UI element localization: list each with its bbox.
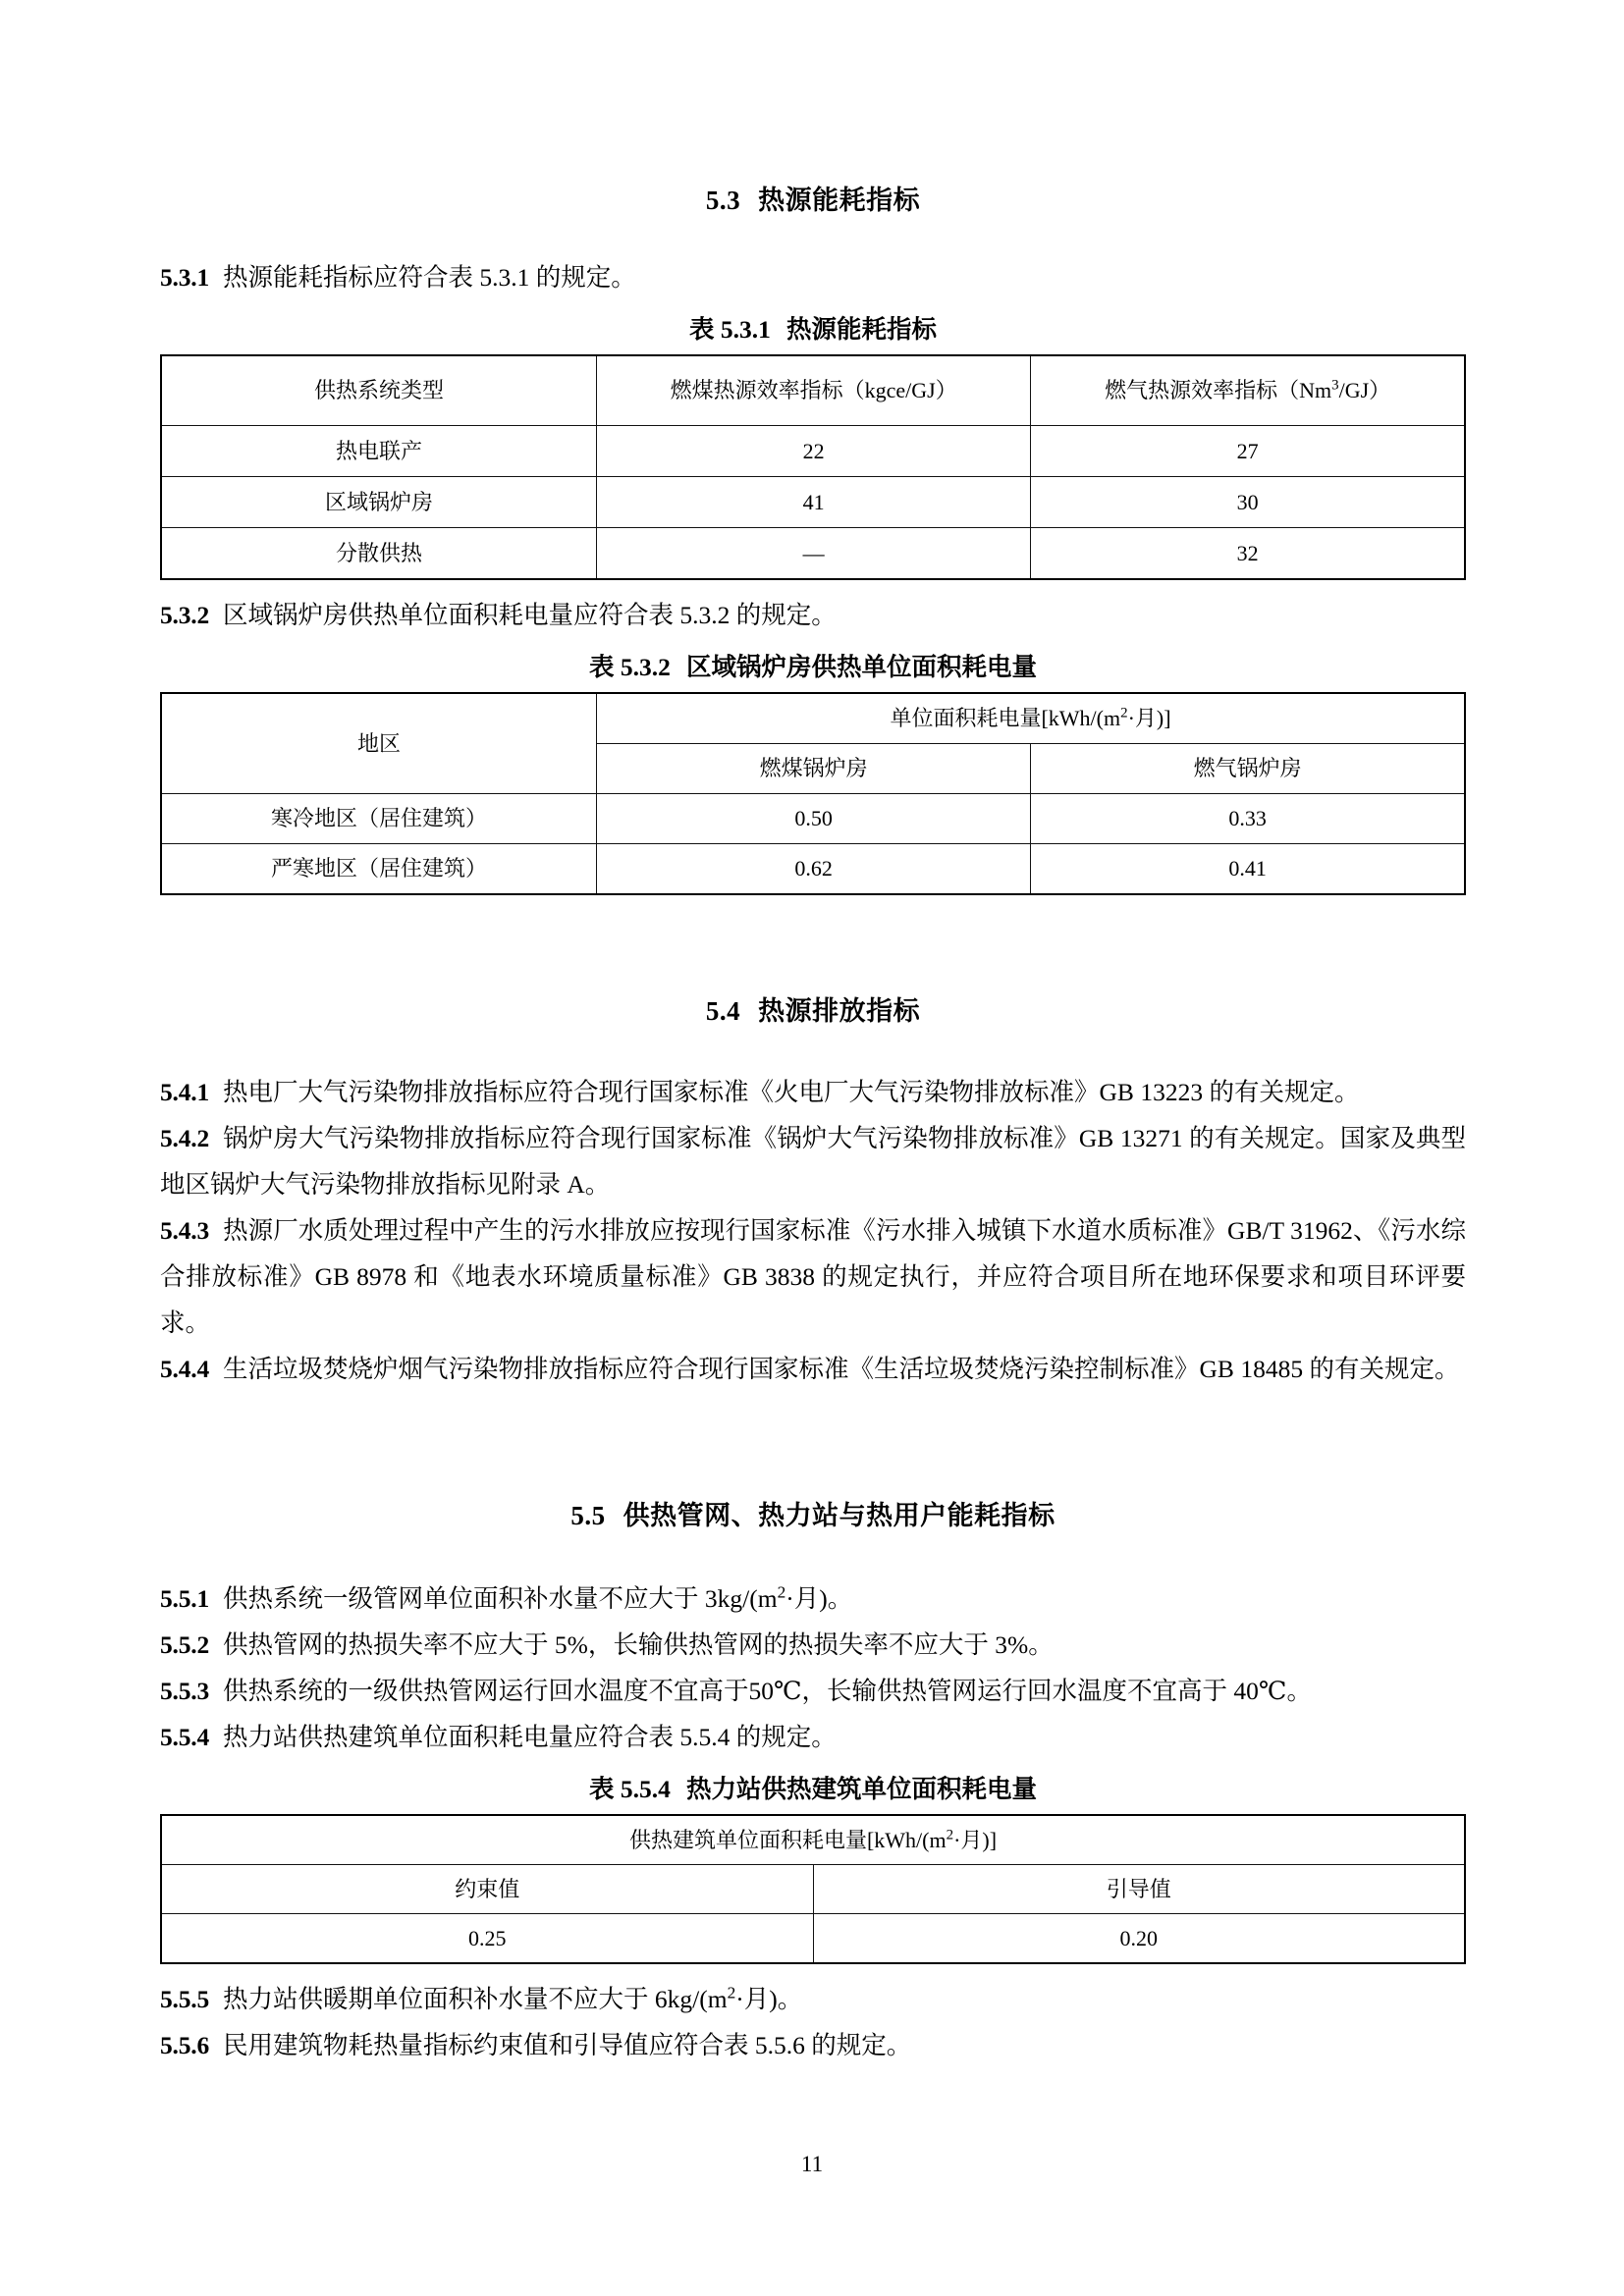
paragraph-index: 5.4.4 bbox=[160, 1355, 210, 1383]
page-number: 11 bbox=[800, 2152, 824, 2176]
table-caption-number: 表 5.5.4 bbox=[589, 1775, 671, 1803]
paragraph-text-post: ·月)。 bbox=[735, 1985, 803, 2013]
paragraph-index: 5.5.1 bbox=[160, 1584, 210, 1613]
paragraph-index: 5.5.5 bbox=[160, 1985, 210, 2013]
table-cell: 寒冷地区（居住建筑） bbox=[161, 794, 597, 844]
paragraph-text: 热电厂大气污染物排放指标应符合现行国家标准《火电厂大气污染物排放标准》GB 13223 的有关规定。 bbox=[223, 1078, 1360, 1106]
table-header-cell-group: 供热建筑单位面积耗电量[$kWh/(m^2\cdot$月)] bbox=[161, 1815, 1465, 1865]
paragraph-5-5-4 bbox=[160, 1714, 1466, 1760]
paragraph-5-5-6 bbox=[160, 2022, 1466, 2068]
table-cell: — bbox=[597, 528, 1031, 580]
table-subheader-row bbox=[161, 1865, 1465, 1914]
paragraph-text-pre: 热力站供暖期单位面积补水量不应大于 6kg/(m bbox=[223, 1985, 728, 2013]
paragraph-index: 5.5.2 bbox=[160, 1630, 210, 1659]
table-caption-number: 表 5.3.2 bbox=[589, 653, 671, 681]
section-number: 5.3 bbox=[705, 186, 741, 215]
paragraph-index: 5.4.3 bbox=[160, 1216, 210, 1245]
table-header-row bbox=[161, 1815, 1465, 1865]
table-row bbox=[161, 477, 1465, 528]
section-heading-5-5 bbox=[160, 1494, 1466, 1532]
table-header-row bbox=[161, 693, 1465, 744]
paragraph-5-4-4 bbox=[160, 1346, 1466, 1392]
paragraph-text: 热源厂水质处理过程中产生的污水排放应按现行国家标准《污水排入城镇下水道水质标准》GB/T 31962、《污水综合排放标准》GB 8978 和《地表水环境质量标准》GB 3838 的规定执行，并应符合项目所在地环保要求和项目环评要求。 bbox=[160, 1216, 1466, 1337]
section-number: 5.4 bbox=[705, 996, 741, 1026]
table-caption-5-3-2 bbox=[160, 648, 1466, 683]
table-cell: 0.41 bbox=[1031, 844, 1465, 895]
table-header-cell-group: 单位面积耗电量[$kWh/(m^2\cdot$月)] bbox=[597, 693, 1465, 744]
table-header-cell: 燃气热源效率指标（Nm$^3$/GJ） bbox=[1031, 355, 1465, 426]
paragraph-5-4-2 bbox=[160, 1115, 1466, 1207]
paragraph-text: 生活垃圾焚烧炉烟气污染物排放指标应符合现行国家标准《生活垃圾焚烧污染控制标准》GB 18485 的有关规定。 bbox=[223, 1355, 1460, 1383]
section-title: 热源排放指标 bbox=[758, 996, 921, 1026]
section-title: 供热管网、热力站与热用户能耗指标 bbox=[623, 1501, 1056, 1530]
table-row bbox=[161, 528, 1465, 580]
paragraph-5-4-1 bbox=[160, 1069, 1466, 1115]
table-row bbox=[161, 1914, 1465, 1964]
paragraph-index: 5.4.1 bbox=[160, 1078, 210, 1106]
paragraph-text: 区域锅炉房供热单位面积耗电量应符合表 5.3.2 的规定。 bbox=[223, 601, 837, 629]
table-caption-5-3-1 bbox=[160, 310, 1466, 346]
table-cell: 32 bbox=[1031, 528, 1465, 580]
paragraph-5-5-1 bbox=[160, 1575, 1466, 1622]
table-cell: 0.50 bbox=[597, 794, 1031, 844]
paragraph-index: 5.3.2 bbox=[160, 601, 210, 629]
paragraph-text: 供热系统的一级供热管网运行回水温度不宜高于50℃，长输供热管网运行回水温度不宜高于 40℃。 bbox=[223, 1677, 1312, 1705]
section-heading-5-3 bbox=[160, 179, 1466, 217]
table-caption-number: 表 5.3.1 bbox=[689, 315, 771, 344]
superscript: 2 bbox=[777, 1582, 786, 1602]
paragraph-text: 热源能耗指标应符合表 5.3.1 的规定。 bbox=[223, 263, 636, 292]
page-content bbox=[160, 118, 1466, 2068]
table-5-5-4 bbox=[160, 1814, 1466, 1964]
section-heading-5-4 bbox=[160, 989, 1466, 1028]
table-header-cell: 燃煤热源效率指标（kgce/GJ） bbox=[597, 355, 1031, 426]
table-header-cell: 燃煤锅炉房 bbox=[597, 744, 1031, 794]
table-cell: 30 bbox=[1031, 477, 1465, 528]
table-header-cell-region: 地区 bbox=[161, 693, 597, 794]
paragraph-5-4-3 bbox=[160, 1207, 1466, 1346]
section-number: 5.5 bbox=[570, 1501, 606, 1530]
table-cell: 22 bbox=[597, 426, 1031, 477]
table-row bbox=[161, 844, 1465, 895]
paragraph-text: 供热管网的热损失率不应大于 5%，长输供热管网的热损失率不应大于 3%。 bbox=[223, 1630, 1054, 1659]
table-cell: 区域锅炉房 bbox=[161, 477, 597, 528]
table-cell: 27 bbox=[1031, 426, 1465, 477]
table-caption-title: 热力站供热建筑单位面积耗电量 bbox=[685, 1775, 1037, 1803]
table-row bbox=[161, 426, 1465, 477]
paragraph-text: 热力站供热建筑单位面积耗电量应符合表 5.5.4 的规定。 bbox=[223, 1723, 837, 1751]
paragraph-5-5-3 bbox=[160, 1668, 1466, 1714]
table-cell: 0.33 bbox=[1031, 794, 1465, 844]
table-cell: 严寒地区（居住建筑） bbox=[161, 844, 597, 895]
paragraph-index: 5.4.2 bbox=[160, 1124, 210, 1152]
paragraph-text: 锅炉房大气污染物排放指标应符合现行国家标准《锅炉大气污染物排放标准》GB 13271 的有关规定。国家及典型地区锅炉大气污染物排放指标见附录 A。 bbox=[160, 1124, 1466, 1199]
paragraph-index: 5.3.1 bbox=[160, 263, 210, 292]
paragraph-index: 5.5.3 bbox=[160, 1677, 210, 1705]
table-5-3-1 bbox=[160, 354, 1466, 580]
paragraph-text-pre: 供热系统一级管网单位面积补水量不应大于 3kg/(m bbox=[223, 1584, 778, 1613]
table-cell: 0.25 bbox=[161, 1914, 813, 1964]
paragraph-text: 民用建筑物耗热量指标约束值和引导值应符合表 5.5.6 的规定。 bbox=[223, 2031, 912, 2059]
section-title: 热源能耗指标 bbox=[758, 186, 921, 215]
paragraph-5-5-2 bbox=[160, 1622, 1466, 1668]
table-header-cell: 引导值 bbox=[813, 1865, 1465, 1914]
paragraph-text-post: ·月)。 bbox=[785, 1584, 853, 1613]
paragraph-index: 5.5.6 bbox=[160, 2031, 210, 2059]
table-header-cell: 燃气锅炉房 bbox=[1031, 744, 1465, 794]
paragraph-5-3-1 bbox=[160, 254, 1466, 300]
table-header-row bbox=[161, 355, 1465, 426]
table-cell: 0.62 bbox=[597, 844, 1031, 895]
table-header-cell: 供热系统类型 bbox=[161, 355, 597, 426]
paragraph-index: 5.5.4 bbox=[160, 1723, 210, 1751]
table-caption-title: 区域锅炉房供热单位面积耗电量 bbox=[685, 653, 1037, 681]
table-5-3-2 bbox=[160, 692, 1466, 895]
paragraph-5-5-5 bbox=[160, 1976, 1466, 2022]
superscript: 2 bbox=[727, 1983, 736, 2002]
table-caption-title: 热源能耗指标 bbox=[785, 315, 937, 344]
paragraph-5-3-2 bbox=[160, 592, 1466, 638]
table-header-cell: 约束值 bbox=[161, 1865, 813, 1914]
table-cell: 分散供热 bbox=[161, 528, 597, 580]
table-cell: 热电联产 bbox=[161, 426, 597, 477]
table-cell: 0.20 bbox=[813, 1914, 1465, 1964]
table-row bbox=[161, 794, 1465, 844]
table-cell: 41 bbox=[597, 477, 1031, 528]
table-caption-5-5-4 bbox=[160, 1770, 1466, 1805]
